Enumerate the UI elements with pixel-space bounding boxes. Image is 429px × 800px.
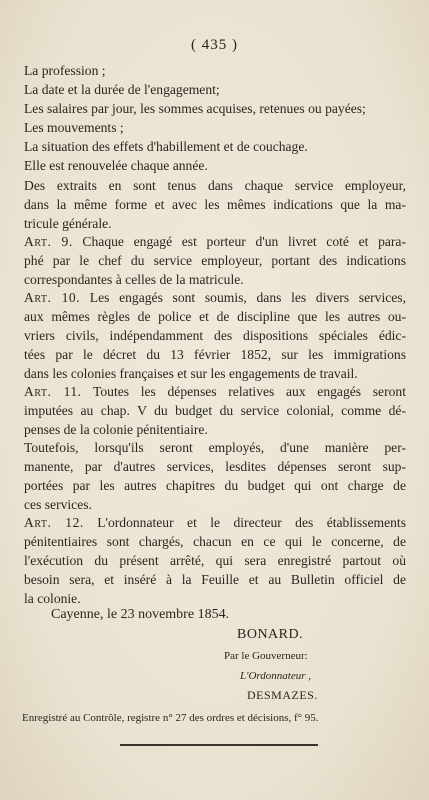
article-label: Art. 11. xyxy=(24,384,82,399)
text-line: manente, par d'autres services, lesdites dépenses seront sup- xyxy=(24,459,406,474)
article-11 xyxy=(24,382,406,439)
list-item: La situation des effets d'habillement et de couchage. xyxy=(24,139,308,154)
text-line: portées par les autres chapitres du budget qui ont charge de xyxy=(24,478,406,493)
text-line xyxy=(24,382,406,401)
signature-name: BONARD. xyxy=(237,627,304,642)
text-line xyxy=(24,513,406,532)
page-number: ( 435 ) xyxy=(191,37,238,53)
date-line: Cayenne, le 23 novembre 1854. xyxy=(51,607,230,622)
text-line: penses de la colonie pénitentiaire. xyxy=(24,422,208,437)
text-line-content: Chaque engagé est porteur d'un livret coté et para- xyxy=(72,234,406,249)
article-label: Art. 10. xyxy=(24,290,81,305)
text-line xyxy=(24,232,406,251)
text-line: correspondantes à celles de la matricule. xyxy=(24,272,244,287)
text-line-content: L'ordonnateur et le directeur des établissements xyxy=(83,515,406,530)
signature-role: L'Ordonnateur , xyxy=(240,670,312,682)
text-line: aux mêmes règles de police et de discipline que les autres ou- xyxy=(24,309,406,324)
text-line-content: Les engagés sont soumis, dans les divers services, xyxy=(80,290,406,305)
registry-note: Enregistré au Contrôle, registre n° 27 des ordres et décisions, f° 95. xyxy=(22,712,319,724)
paragraph-toutefois xyxy=(24,438,406,514)
text-line: la colonie. xyxy=(24,591,81,606)
text-line: pénitentiaires sont chargés, chacun en ce qui le concerne, de xyxy=(24,534,406,549)
list-item: La date et la durée de l'engagement; xyxy=(24,82,220,97)
text-line: ces services. xyxy=(24,497,92,512)
text-line: besoin sera, et inséré à la Feuille et au Bulletin officiel de xyxy=(24,572,406,587)
article-9 xyxy=(24,232,406,289)
text-line: Des extraits en sont tenus dans chaque service employeur, xyxy=(24,178,406,193)
text-line: dans la même forme et avec les mêmes indications que la ma- xyxy=(24,197,406,212)
text-line: phé par le chef du service employeur, portant des indications xyxy=(24,253,406,268)
text-line: tées par le décret du 13 février 1852, sur les immigrations xyxy=(24,347,406,362)
paragraph-extraits xyxy=(24,176,406,233)
divider-rule xyxy=(120,744,318,746)
text-line xyxy=(24,288,406,307)
text-line: Toutefois, lorsqu'ils seront employés, d'une manière per- xyxy=(24,440,406,455)
list-item: Les mouvements ; xyxy=(24,120,124,135)
text-line-content: Toutes les dépenses relatives aux engagés seront xyxy=(81,384,406,399)
list-item: Les salaires par jour, les sommes acquises, retenues ou payées; xyxy=(24,101,366,116)
list-item: Elle est renouvelée chaque année. xyxy=(24,158,208,173)
list-item: La profession ; xyxy=(24,63,106,78)
text-line: vriers civils, indépendamment des dispositions spéciales édic- xyxy=(24,328,406,343)
signature-name-2: DESMAZES. xyxy=(247,688,318,702)
article-10 xyxy=(24,288,406,383)
article-12 xyxy=(24,513,406,608)
text-line: dans les colonies françaises et sur les engagements de travail. xyxy=(24,366,358,381)
article-label: Art. 9. xyxy=(24,234,73,249)
signature-by: Par le Gouverneur: xyxy=(224,650,308,662)
text-line: tricule générale. xyxy=(24,216,112,231)
text-line: imputées au chap. V du budget du service colonial, comme dé- xyxy=(24,403,406,418)
article-label: Art. 12. xyxy=(24,515,84,530)
field-list xyxy=(24,61,406,175)
text-line: l'exécution du présent arrêté, qui sera enregistré partout où xyxy=(24,553,406,568)
